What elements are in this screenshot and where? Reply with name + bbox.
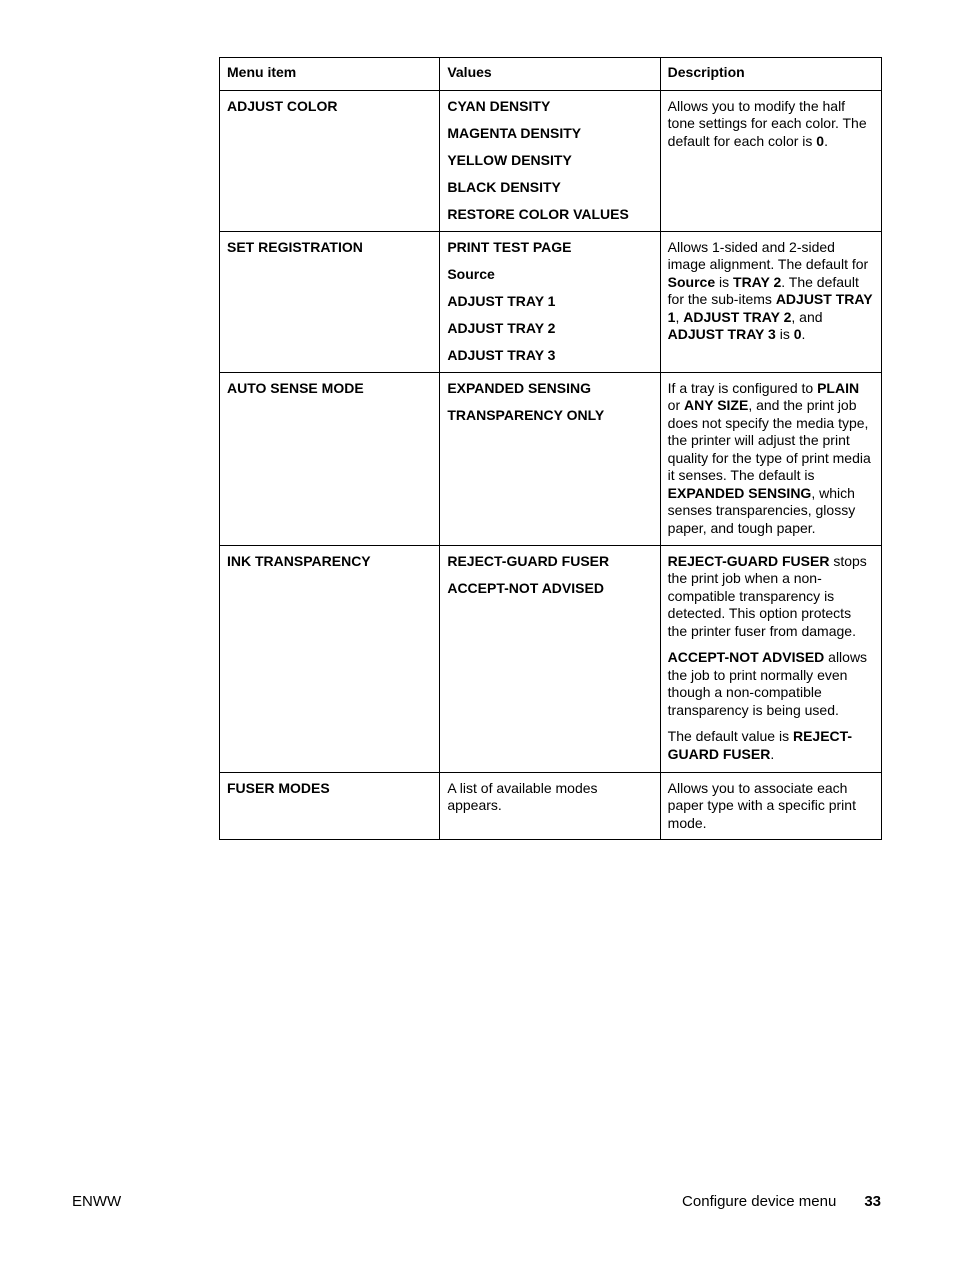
header-description: Description [660,58,881,91]
values-cell [440,372,660,545]
description-cell [660,372,881,545]
header-menu-item: Menu item [220,58,440,91]
value-item: TRANSPARENCY ONLY [447,406,605,423]
menu-item-cell: ADJUST COLOR [220,90,440,231]
values-cell [440,231,660,372]
value-item: RESTORE COLOR VALUES [447,205,629,222]
table-row [220,231,882,372]
description-cell [660,90,881,231]
footer-left-label: ENWW [72,1193,122,1210]
menu-item-cell: FUSER MODES [220,772,440,840]
menu-table [219,57,882,840]
table-row [220,90,882,231]
page-number: 33 [864,1193,881,1210]
description-cell [660,545,881,772]
description-text: The default value is REJECT-GUARD FUSER. [667,728,853,762]
table-header-row [220,58,882,91]
value-item: ADJUST TRAY 3 [447,346,556,363]
values-cell [440,90,660,231]
value-item: CYAN DENSITY [447,97,551,114]
table-row [220,545,882,772]
value-item: EXPANDED SENSING [447,379,591,396]
table-row [220,372,882,545]
value-item: ADJUST TRAY 1 [447,292,556,309]
value-item: YELLOW DENSITY [447,151,572,168]
value-item: BLACK DENSITY [447,178,561,195]
description-text: Allows 1-sided and 2-sided image alignment. The default for Source is TRAY 2. The default for the sub-items ADJUST TRAY 1, ADJUST TRAY 2, and ADJUST TRAY 3 is 0. [667,238,873,342]
menu-item-cell: SET REGISTRATION [220,231,440,372]
description-text: REJECT-GUARD FUSER stops the print job when a non-compatible transparency is detected. This option protects the printer fuser from damage. [667,552,867,639]
value-item: REJECT-GUARD FUSER [447,552,610,569]
value-item: PRINT TEST PAGE [447,238,572,255]
value-item: Source [447,265,495,282]
value-item: MAGENTA DENSITY [447,124,582,141]
value-item: ADJUST TRAY 2 [447,319,556,336]
description-text: ACCEPT-NOT ADVISED allows the job to print normally even though a non-compatible transparency is being used. [667,649,868,718]
description-text: Allows you to associate each paper type with a specific print mode. [667,779,856,831]
values-cell [440,545,660,772]
description-text: Allows you to modify the half tone settings for each color. The default for each color is 0. [667,97,867,149]
table-row [220,772,882,840]
menu-item-cell: AUTO SENSE MODE [220,372,440,545]
description-cell [660,772,881,840]
description-text: If a tray is configured to PLAIN or ANY SIZE, and the print job does not specify the media type, the printer will adjust the print quality for the type of print media it senses. The default is EXPANDED SENSING, which senses transparencies, glossy paper, and tough paper. [667,379,871,536]
footer-right [682,1193,881,1210]
value-item: A list of available modes appears. [447,779,598,813]
footer-section-title: Configure device menu [682,1193,837,1210]
header-values: Values [440,58,660,91]
description-cell [660,231,881,372]
values-cell [440,772,660,840]
value-item: ACCEPT-NOT ADVISED [447,579,604,596]
menu-item-cell: INK TRANSPARENCY [220,545,440,772]
